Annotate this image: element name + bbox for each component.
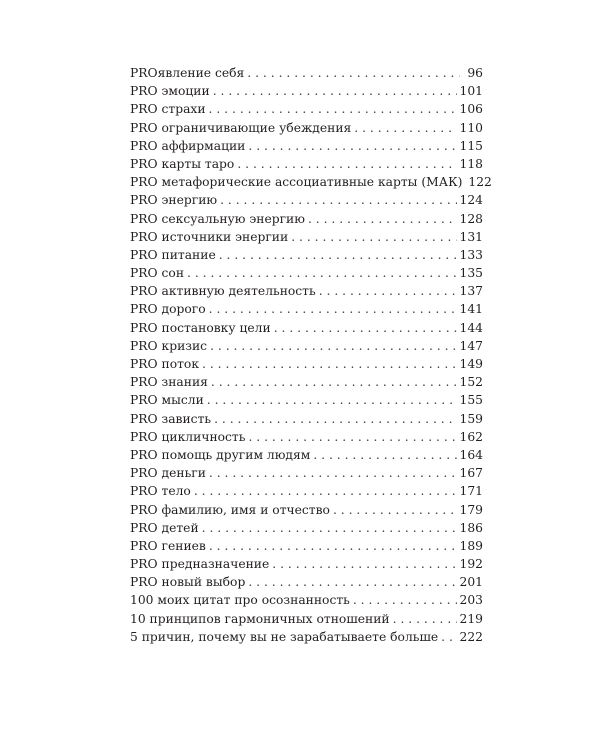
toc-entry-page-number: 135	[459, 266, 483, 281]
toc-entry	[130, 319, 483, 337]
toc-entry-title: PRO метафорические ассоциативные карты (МАК)	[130, 175, 463, 190]
toc-entry-title: PRO фамилию, имя и отчество	[130, 502, 330, 517]
toc-entry-page-number: 110	[459, 120, 483, 135]
toc-dot-leader	[393, 610, 457, 628]
toc-dot-leader	[333, 501, 457, 519]
toc-entry-title: PRO сексуальную энергию	[130, 211, 305, 226]
toc-dot-leader	[211, 373, 457, 391]
toc-entry-title: PRO деньги	[130, 466, 206, 481]
toc-entry-page-number: 192	[459, 557, 483, 572]
toc-entry-title: PRO эмоции	[130, 84, 210, 99]
toc-entry	[130, 464, 483, 482]
toc-entry-title: PRO цикличность	[130, 429, 246, 444]
toc-entry-title: PRO знания	[130, 375, 208, 390]
toc-entry-title: PRO помощь другим людям	[130, 447, 311, 462]
toc-entry	[130, 391, 483, 409]
toc-entry-title: PRO сон	[130, 266, 185, 281]
toc-entry	[130, 282, 483, 300]
toc-entry	[130, 501, 483, 519]
toc-entry	[130, 555, 483, 573]
toc-entry-page-number: 118	[459, 156, 483, 171]
toc-entry-title: PRO мысли	[130, 393, 204, 408]
toc-entry-page-number: 162	[459, 429, 483, 444]
toc-dot-leader	[308, 210, 457, 228]
toc-entry-title: PRO питание	[130, 247, 216, 262]
toc-entry-page-number: 122	[468, 175, 492, 190]
toc-dot-leader	[202, 355, 457, 373]
toc-dot-leader	[291, 228, 456, 246]
toc-entry	[130, 82, 483, 100]
toc-entry-page-number: 106	[459, 102, 483, 117]
toc-entry-title: PROявление себя	[130, 66, 245, 80]
toc-dot-leader	[354, 119, 456, 137]
toc-entry-title: PRO предназначение	[130, 557, 270, 572]
toc-entry	[130, 410, 483, 428]
table-of-contents	[130, 64, 492, 646]
toc-entry-page-number: 179	[459, 502, 483, 517]
toc-dot-leader	[209, 537, 457, 555]
toc-entry-title: PRO страхи	[130, 102, 206, 117]
toc-entry	[130, 610, 483, 628]
toc-entry	[130, 191, 483, 209]
toc-dot-leader	[219, 246, 457, 264]
toc-entry	[130, 155, 483, 173]
toc-entry	[130, 300, 483, 318]
toc-dot-leader	[248, 573, 456, 591]
toc-entry-page-number: 159	[459, 411, 483, 426]
toc-entry	[130, 137, 483, 155]
toc-entry	[130, 537, 483, 555]
toc-entry-page-number: 155	[459, 393, 483, 408]
toc-entry-page-number: 124	[459, 193, 483, 208]
toc-dot-leader	[187, 264, 457, 282]
toc-entry-page-number: 219	[459, 611, 483, 626]
toc-dot-leader	[213, 82, 457, 100]
toc-entry-page-number: 186	[459, 520, 483, 535]
toc-entry-title: PRO тело	[130, 484, 191, 499]
toc-entry-title: PRO энергию	[130, 193, 218, 208]
toc-entry	[130, 482, 483, 500]
toc-entry	[130, 519, 483, 537]
toc-dot-leader	[214, 410, 456, 428]
toc-dot-leader	[248, 137, 456, 155]
toc-entry	[130, 246, 483, 264]
toc-entry	[130, 573, 483, 591]
toc-dot-leader	[209, 300, 457, 318]
toc-dot-leader	[274, 319, 457, 337]
toc-entry-title: PRO постановку цели	[130, 320, 271, 335]
toc-entry-page-number: 201	[459, 575, 483, 590]
toc-dot-leader	[194, 482, 457, 500]
toc-entry-page-number: 171	[459, 484, 483, 499]
toc-dot-leader	[209, 464, 457, 482]
toc-entry	[130, 119, 483, 137]
toc-entry-title: PRO поток	[130, 357, 200, 371]
toc-dot-leader	[313, 446, 456, 464]
toc-dot-leader	[220, 191, 456, 209]
toc-entry-title: PRO кризис	[130, 338, 208, 353]
toc-entry	[130, 173, 492, 191]
toc-entry	[130, 228, 483, 246]
toc-entry-page-number: 203	[459, 593, 483, 608]
toc-entry-title: PRO дорого	[130, 302, 206, 317]
toc-entry	[130, 64, 483, 82]
toc-entry-title: 100 моих цитат про осознанность	[130, 593, 350, 608]
toc-entry-page-number: 96	[467, 66, 483, 80]
toc-entry-page-number: 167	[459, 466, 483, 481]
toc-dot-leader	[247, 64, 460, 82]
toc-entry	[130, 264, 483, 282]
toc-entry-page-number: 222	[459, 629, 483, 644]
toc-dot-leader	[237, 155, 456, 173]
toc-entry-page-number: 101	[459, 84, 483, 99]
toc-entry-title: 10 принципов гармоничных отношений	[130, 611, 390, 626]
toc-entry-title: PRO карты таро	[130, 156, 235, 171]
toc-entry	[130, 446, 483, 464]
toc-entry-title: PRO зависть	[130, 411, 212, 426]
toc-entry-page-number: 141	[459, 302, 483, 317]
toc-entry	[130, 100, 483, 118]
toc-entry	[130, 210, 483, 228]
toc-entry-title: PRO гениев	[130, 538, 206, 553]
toc-entry-title: PRO детей	[130, 520, 199, 535]
toc-entry-page-number: 133	[459, 247, 483, 262]
toc-entry-page-number: 115	[459, 138, 483, 153]
toc-entry-title: PRO активную деятельность	[130, 284, 316, 299]
toc-entry	[130, 628, 483, 646]
toc-entry-title: PRO аффирмации	[130, 138, 246, 153]
toc-dot-leader	[248, 428, 456, 446]
toc-entry-page-number: 144	[459, 320, 483, 335]
toc-dot-leader	[207, 391, 457, 409]
toc-entry	[130, 428, 483, 446]
toc-dot-leader	[441, 628, 456, 646]
toc-entry	[130, 373, 483, 391]
toc-entry-page-number: 149	[459, 357, 483, 371]
toc-entry-page-number: 152	[459, 375, 483, 390]
toc-entry	[130, 355, 483, 373]
toc-dot-leader	[319, 282, 457, 300]
toc-dot-leader	[353, 591, 457, 609]
toc-entry-page-number: 164	[459, 447, 483, 462]
toc-dot-leader	[210, 337, 456, 355]
toc-entry-title: 5 причин, почему вы не зарабатываете больше	[130, 629, 439, 644]
toc-entry-page-number: 131	[459, 229, 483, 244]
toc-entry-title: PRO новый выбор	[130, 575, 246, 590]
toc-entry-page-number: 128	[459, 211, 483, 226]
toc-entry-page-number: 137	[459, 284, 483, 299]
toc-entry	[130, 337, 483, 355]
toc-entry-title: PRO источники энергии	[130, 229, 289, 244]
toc-entry-page-number: 147	[459, 338, 483, 353]
toc-entry-title: PRO ограничивающие убеждения	[130, 120, 352, 135]
toc-dot-leader	[202, 519, 457, 537]
toc-dot-leader	[272, 555, 456, 573]
toc-entry-page-number: 189	[459, 538, 483, 553]
toc-entry	[130, 591, 483, 609]
toc-dot-leader	[209, 100, 457, 118]
